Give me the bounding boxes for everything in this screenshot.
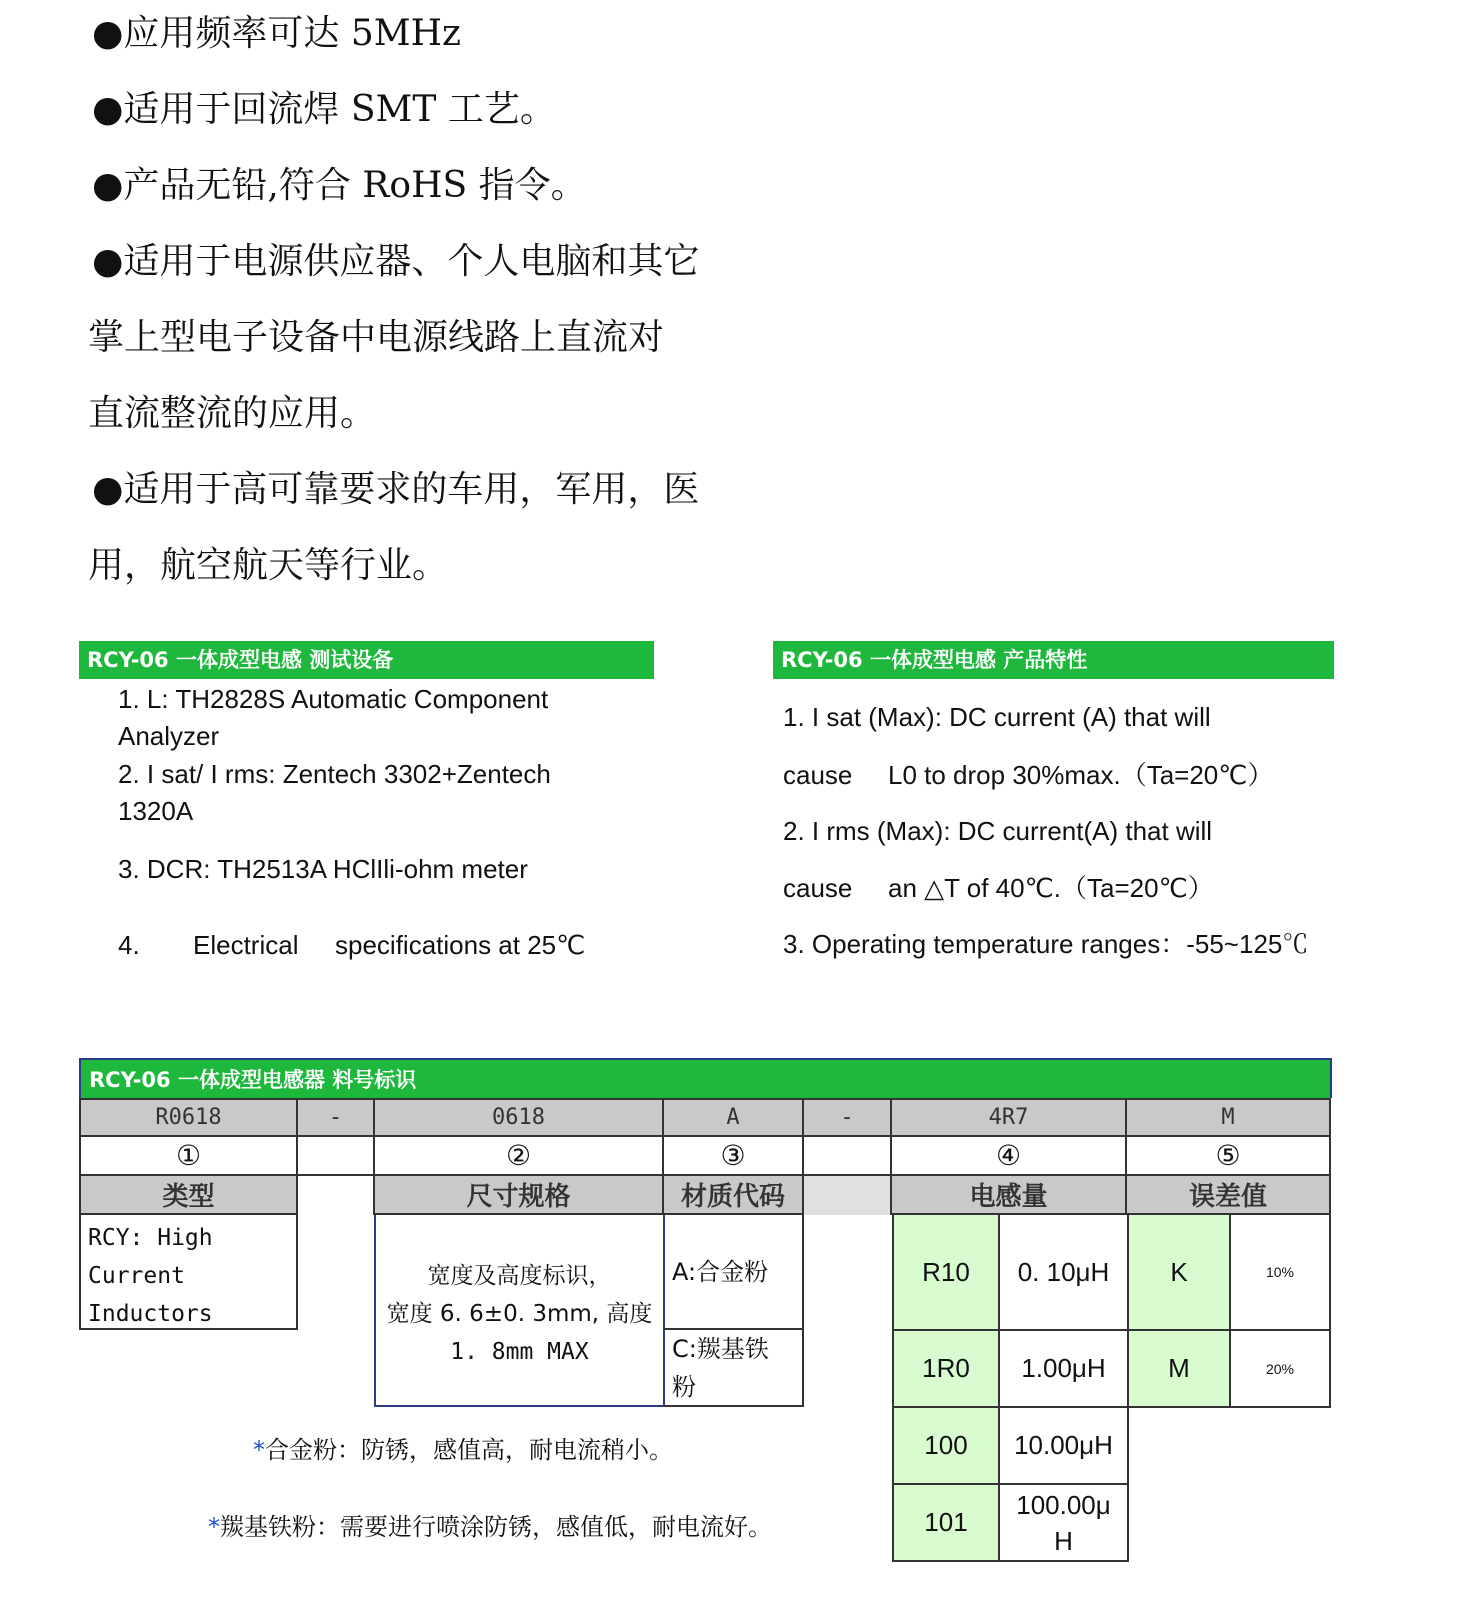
- size-desc-line1: 宽度及高度标识，: [427, 1263, 612, 1289]
- label-inductance: 电感量: [892, 1176, 1127, 1215]
- test-item-2-line2: 1320A: [118, 796, 194, 826]
- char-irms-line2: an △T of 40℃.（Ta=20℃）: [888, 873, 1214, 903]
- note-alloy-powder: [253, 1430, 673, 1465]
- position-number-1: ①: [81, 1137, 298, 1176]
- char-operating-temp: 3. Operating temperature ranges：-55~125℃: [783, 929, 1309, 959]
- note-carbonyl-iron: [208, 1507, 772, 1542]
- test-equipment-header: RCY-06 一体成型电感 测试设备: [79, 641, 654, 679]
- type-desc-line1: RCY: High: [88, 1225, 213, 1251]
- size-description-box: [374, 1215, 665, 1407]
- char-isat-line2: L0 to drop 30%max.（Ta=20℃）: [888, 760, 1274, 790]
- feature-power-supply-line2: 掌上型电子设备中电源线路上直流对: [88, 317, 665, 358]
- inductance-value-r10: 0. 10μH: [998, 1213, 1129, 1331]
- feature-rohs: ●产品无铅,符合 RoHS 指令。: [92, 165, 587, 206]
- size-description: [376, 1257, 663, 1371]
- material-a-box: [664, 1215, 804, 1330]
- code-tolerance: M: [1127, 1098, 1331, 1137]
- position-number-4: ④: [892, 1137, 1127, 1176]
- tolerance-value-k: 10%: [1229, 1213, 1331, 1331]
- test-item-1-line2: Analyzer: [118, 721, 220, 751]
- inductance-code-101: 101: [892, 1483, 1000, 1562]
- feature-power-supply-line3: 直流整流的应用。: [88, 393, 377, 434]
- tolerance-code-m: M: [1127, 1329, 1231, 1408]
- type-desc-line3: Inductors: [88, 1301, 213, 1327]
- position-empty-1: [298, 1137, 375, 1176]
- part-number-header: RCY-06 一体成型电感器 料号标识: [79, 1058, 1332, 1098]
- type-description: [88, 1219, 213, 1333]
- size-desc-line2: 宽度 6. 6±0. 3mm, 高度: [386, 1301, 653, 1327]
- char-isat-cause: cause: [783, 760, 853, 790]
- inductance-value-100: 10.00μH: [998, 1406, 1129, 1485]
- material-c-line2: 粉: [672, 1373, 696, 1401]
- inductance-code-1r0: 1R0: [892, 1329, 1000, 1408]
- size-desc-line3: 1. 8mm MAX: [450, 1339, 589, 1365]
- test-item-4-text: specifications at 25℃: [335, 930, 586, 960]
- tolerance-value-m: 20%: [1229, 1329, 1331, 1408]
- test-item-2-line1: 2. I sat/ I rms: Zentech 3302+Zentech: [118, 759, 551, 789]
- char-isat-line1: 1. I sat (Max): DC current (A) that will: [783, 702, 1211, 732]
- code-separator-2: -: [804, 1098, 892, 1137]
- test-item-4-number: 4.: [118, 930, 140, 960]
- material-a: A:合金粉: [672, 1258, 769, 1286]
- test-item-4-label: Electrical: [193, 930, 299, 960]
- feature-reliability-line1: ●适用于高可靠要求的车用，军用，医: [92, 469, 700, 510]
- label-empty-2: [804, 1176, 892, 1215]
- type-description-box: [79, 1215, 298, 1330]
- label-tolerance: 误差值: [1127, 1176, 1331, 1215]
- position-number-3: ③: [664, 1137, 804, 1176]
- type-desc-line2: Current: [88, 1263, 185, 1289]
- inductance-value-1r0: 1.00μH: [998, 1329, 1129, 1408]
- test-item-1-line1: 1. L: TH2828S Automatic Component: [118, 684, 549, 714]
- note-alloy-star: *: [253, 1436, 265, 1464]
- label-empty-1: [298, 1176, 375, 1215]
- inductance-value-101-line2: H: [1054, 1525, 1073, 1556]
- position-number-2: ②: [375, 1137, 664, 1176]
- note-alloy-text: 合金粉：防锈，感值高，耐电流稍小。: [265, 1436, 673, 1464]
- code-inductance: 4R7: [892, 1098, 1127, 1137]
- inductance-code-100: 100: [892, 1406, 1000, 1485]
- char-irms-cause: cause: [783, 873, 853, 903]
- material-c-box: [664, 1330, 804, 1407]
- feature-frequency: ●应用频率可达 5MHz: [92, 13, 461, 54]
- position-empty-2: [804, 1137, 892, 1176]
- inductance-value-101: [998, 1483, 1129, 1562]
- feature-reflow: ●适用于回流焊 SMT 工艺。: [92, 89, 556, 130]
- label-type: 类型: [81, 1176, 298, 1215]
- feature-power-supply-line1: ●适用于电源供应器、个人电脑和其它: [92, 241, 700, 282]
- material-c-line1: C:羰基铁: [672, 1335, 769, 1363]
- test-item-3: 3. DCR: TH2513A HClIli-ohm meter: [118, 854, 528, 884]
- position-number-5: ⑤: [1127, 1137, 1331, 1176]
- char-irms-line1: 2. I rms (Max): DC current(A) that will: [783, 816, 1213, 846]
- material-c: [672, 1330, 769, 1406]
- code-size: 0618: [375, 1098, 664, 1137]
- inductance-value-101-line1: 100.00μ: [1016, 1489, 1111, 1520]
- characteristics-header: RCY-06 一体成型电感 产品特性: [773, 641, 1334, 679]
- code-material: A: [664, 1098, 804, 1137]
- tolerance-code-k: K: [1127, 1213, 1231, 1331]
- code-type: R0618: [81, 1098, 298, 1137]
- label-material: 材质代码: [664, 1176, 804, 1215]
- note-carbonyl-star: *: [208, 1513, 220, 1541]
- inductance-code-r10: R10: [892, 1213, 1000, 1331]
- label-size: 尺寸规格: [375, 1176, 664, 1215]
- feature-reliability-line2: 用，航空航天等行业。: [88, 545, 449, 586]
- note-carbonyl-text: 羰基铁粉：需要进行喷涂防锈，感值低，耐电流好。: [220, 1513, 772, 1541]
- code-separator-1: -: [298, 1098, 375, 1137]
